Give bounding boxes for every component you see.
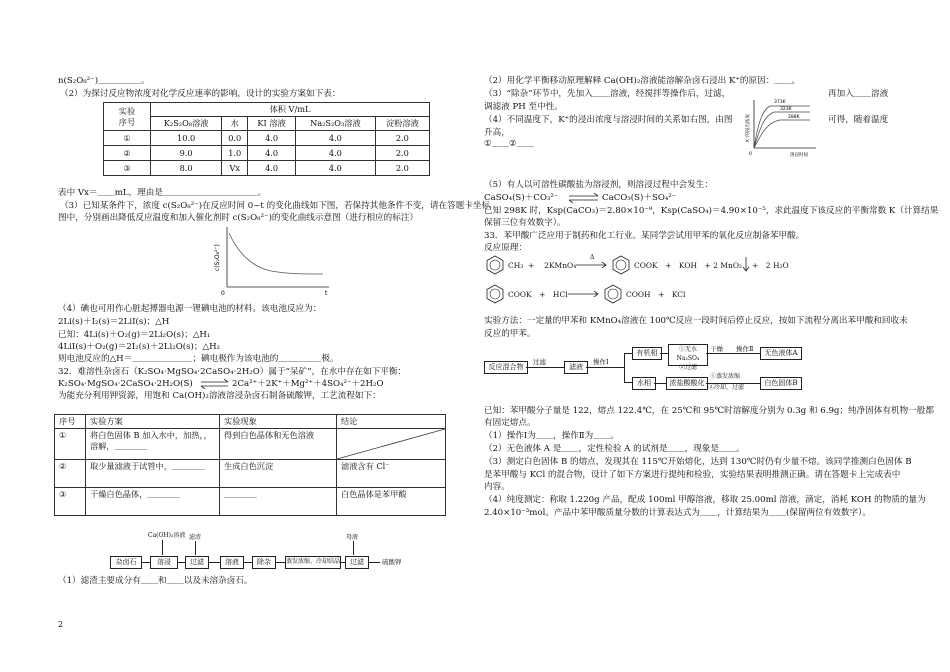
benzene-ring-icon [602, 283, 624, 305]
table-row: ② 9.0 1.0 4.0 4.0 2.0 [104, 146, 430, 161]
question-33-3: （3）测定白色固体 B 的熔点，发现其在 115℃开始熔化，达到 130℃时仍有少量不熔。该同学推测白色固体 B [484, 457, 912, 467]
question-33-4: （4）纯度测定：称取 1.220g 产品，配成 100ml 甲醇溶液，移取 25.00ml 溶液，滴定，消耗 KOH 的物质的量为 [484, 495, 926, 505]
table-header: 实验 序号 [104, 103, 151, 131]
concentration-curve [229, 233, 323, 274]
reaction-condition: Δ [590, 254, 595, 261]
flow-product: 硫酸钾 [382, 558, 402, 566]
text-line: n(S₂O₈²⁻)＿＿＿＿＿。 [58, 76, 150, 86]
text-line: 图中，分别画出降低反应温度和加入催化剂时 c(S₂O₈²⁻)的变化曲线示意图（进行相应的标注） [58, 213, 419, 223]
equilibrium-left: K₂SO₄·MgSO₄·2CaSO₄·2H₂O(S) [58, 379, 193, 389]
flow-box: 溶浸 [150, 556, 178, 569]
table-row: ① 将白色固体 B 加入水中，加热，，溶解，＿＿＿＿ 得到白色晶体和无色溶液 [55, 429, 446, 460]
flow-label: 滤渣 [189, 534, 202, 541]
concentration-graph [205, 223, 335, 297]
flow-box: 无色液体A [760, 347, 802, 360]
table-row: ③ 干燥白色晶体，＿＿＿＿ ＿＿＿＿ 白色晶体是苯甲酸 [55, 488, 446, 516]
equilibrium-right: 2Ca²⁺＋2K⁺＋Mg²⁺＋4SO₄²⁻＋2H₂O [232, 379, 384, 389]
question-2: （2）为探讨反应物浓度对化学反应速率的影响，设计的实验方案如下表： [60, 89, 341, 99]
question-32-1: （1）滤渣主要成分有＿＿和＿＿以及未溶杂卤石。 [58, 576, 253, 586]
text-line: 有固定熔点。 [484, 418, 536, 428]
diagonal-cell [337, 429, 446, 460]
question-32: 32．难溶性杂卤石（K₂SO₄·MgSO₄·2CaSO₄·2H₂O）属于“呆矿”，在水中存在如下平衡： [58, 367, 407, 377]
table-col-header: 淀粉溶液 [375, 117, 429, 131]
flow-label: 操作Ⅱ [736, 345, 754, 353]
reaction-term: COOK + KOH + 2 MnO₂ [634, 261, 743, 270]
flow-box: 浓盐酸酸化 [666, 377, 708, 390]
curve-label: 323K [780, 107, 792, 112]
text-line: 调滤液 PH 至中性。 [484, 102, 563, 112]
question-33-1: （1）操作Ⅰ为＿＿，操作Ⅱ为＿＿。 [484, 431, 620, 441]
flow-box: 有机相 [632, 347, 662, 360]
question-33-2: （2）无色液体 A 是＿＿，定性检验 A 的试剂是＿＿，现象是＿＿。 [484, 444, 745, 454]
graph-origin: 0 [221, 290, 225, 297]
reaction-term: CH₃ [508, 261, 524, 270]
text-line: 已知 298K 时，Ksp(CaCO₃)＝2.80×10⁻⁹，Ksp(CaSO₄)＝4.90×10⁻⁵，求此温度下该反应的平衡常数 K（计算结果 [484, 206, 939, 216]
graph-ylabel: c(S₂O₈²⁻) [214, 244, 221, 271]
text-line: 实验方法：一定量的甲苯和 KMnO₄溶液在 100℃反应一段时间后停止反应，按如下流程分离出苯甲酸和回收未 [484, 316, 908, 326]
equation: 已知：4Li(s)＋O₂(g)＝2Li₂O(s)；△H₁ [58, 330, 211, 340]
text-line: 已知：苯甲酸分子量是 122，熔点 122.4℃，在 25℃和 95℃时溶解度分别为 0.3g 和 6.9g；纯净固体有机物一般都 [484, 406, 934, 416]
flow-label: 过滤 [533, 358, 546, 366]
text-line: 2.40×10⁻³mol。产品中苯甲酸质量分数的计算表达式为＿＿，计算结果为＿＿(保留两位有效数字）。 [484, 508, 871, 518]
text-line: 是苯甲酸与 KCl 的混合物，设计了如下方案进行提纯和检验，实验结果表明推测正确。请在答题卡上完成表中 [484, 470, 901, 480]
reaction-arrow-icon [576, 262, 608, 268]
flow-box: ①无水Na₂SO₄ ②过滤 [668, 344, 708, 366]
flow-label: ②冷却，过滤 [708, 384, 745, 391]
k-concentration-graph [740, 94, 820, 160]
text-line: 为能充分利用钾资源，用饱和 Ca(OH)₂溶液溶浸杂卤石制备硫酸钾，工艺流程如下： [58, 391, 381, 401]
flow-box: 反应混合物 [484, 361, 528, 374]
table-header-row: 序号 实验方案 实验现象 结论 [55, 415, 446, 429]
flow-label: 操作Ⅰ [593, 358, 609, 366]
flow-box: 溶液 [220, 556, 244, 569]
text-line: （5）有人以可溶性碳酸盐为溶浸剂，则溶浸过程中会发生： [484, 180, 713, 190]
table-row: ③ 8.0 Vx 4.0 4.0 2.0 [104, 161, 430, 176]
graph-xlabel: 溶浸时间 [790, 153, 808, 158]
benzene-ring-icon [610, 254, 632, 276]
reaction-term: + 2KMnO₄ [528, 261, 577, 270]
text-line: （3）“除杂”环节中，先加入＿＿溶液，经搅拌等操作后，过滤， [484, 89, 731, 99]
text-line: 则电池反应的△H＝＿＿＿＿＿＿＿；碘电极作为该电池的＿＿＿＿＿极。 [58, 354, 339, 364]
flow-label: 干燥 [710, 345, 723, 353]
table-header: 体积 V/mL [151, 103, 430, 117]
flow-box: 白色固体B [760, 377, 802, 390]
reaction-term: COOK + HCl [508, 290, 568, 299]
text-line: 表中 Vx＝＿＿mL，理由是＿＿＿＿＿＿＿＿＿＿＿。 [58, 188, 267, 198]
graph-ylabel: K⁺的浸出浓度 [746, 114, 751, 142]
reaction-term: COOH + KCl [626, 290, 686, 299]
page-number: 2 [58, 620, 64, 629]
text-line: ①＿＿②＿＿ [484, 139, 534, 149]
flow-box: 过滤 [345, 556, 369, 569]
table-col-header: KI 溶液 [248, 117, 296, 131]
text-line: 反应原理： [484, 243, 527, 253]
text-line: 保留三位有效数字）。 [484, 218, 566, 228]
equation: CaCO₃(S)＋SO₄²⁻ [602, 193, 677, 203]
equation: 2Li(s)＋I₂(s)＝2LiI(s)；△H [58, 317, 170, 327]
reaction-arrow-icon [568, 291, 600, 297]
precipitate-arrow-icon [742, 256, 750, 272]
flow-label: 母液 [346, 534, 359, 541]
flow-box: 过滤 [185, 556, 209, 569]
graph-origin: 0 [749, 152, 752, 157]
question-4: （4）碘也可用作心脏起搏器电源一锂碘电池的材料。该电池反应为： [58, 304, 322, 314]
curve-label: 373K [774, 100, 786, 105]
equation: 4LiI(s)＋O₂(g)＝2I₂(s)＋2Li₂O(s)；△H₂ [58, 342, 221, 352]
table-col-header: 水 [222, 117, 248, 131]
text-line: 升高， [484, 128, 510, 138]
flow-label: ①蒸发浓缩 [710, 373, 741, 380]
text-line: 可得，随着温度 [828, 115, 889, 125]
question-33: 33．苯甲酸广泛应用于制药和化工行业。某同学尝试用甲苯的氧化反应制备苯甲酸。 [484, 231, 805, 241]
flow-label: Ca(OH)₂溶液 [148, 532, 186, 539]
text-line: 再加入＿＿溶液 [828, 89, 889, 99]
benzene-ring-icon [484, 254, 506, 276]
question-3: （3）已知某条件下，浓度 c(S₂O₈²⁻)在反应时间 0~t 的变化曲线如下图，若保持其他条件不变，请在答题卡坐标 [60, 201, 491, 211]
table-col-header: Na₂S₂O₃溶液 [296, 117, 376, 131]
text-line: （2）用化学平衡移动原理解释 Ca(OH)₂溶液能溶解杂卤石浸出 K⁺的原因：＿＿。 [484, 76, 801, 86]
table-row: ① 10.0 0.0 4.0 4.0 2.0 [104, 131, 430, 146]
flow-box: 蒸发浓缩、冷却结晶 [285, 556, 341, 569]
text-line: 反应的甲苯。 [484, 329, 536, 339]
flow-box: 除杂 [252, 556, 276, 569]
equilibrium-arrow-icon [200, 379, 230, 389]
table-row: ② 取少量滤液于试管中，＿＿＿＿ 生成白色沉淀 滤液含有 Cl⁻ [55, 460, 446, 488]
flow-box: 水相 [632, 377, 656, 390]
flow-box: 杂卤石 [110, 556, 142, 569]
equation: CaSO₄(S)＋CO₃²⁻ [484, 193, 559, 203]
curve-label: 288K [788, 115, 800, 120]
equilibrium-arrow-icon [568, 193, 600, 203]
text-line: （4）不同温度下，K⁺的浸出浓度与溶浸时间的关系如右图，由图 [484, 115, 733, 125]
reaction-term: + 2 H₂O [752, 261, 789, 270]
flow-box: 滤液 [564, 361, 588, 374]
text-line: 内容。 [484, 482, 510, 492]
experiment-table [103, 102, 430, 176]
table-col-header: K₂S₂O₈溶液 [151, 117, 222, 131]
graph-xlabel: t [325, 290, 328, 297]
benzene-ring-icon [484, 283, 506, 305]
purification-table [54, 414, 446, 516]
